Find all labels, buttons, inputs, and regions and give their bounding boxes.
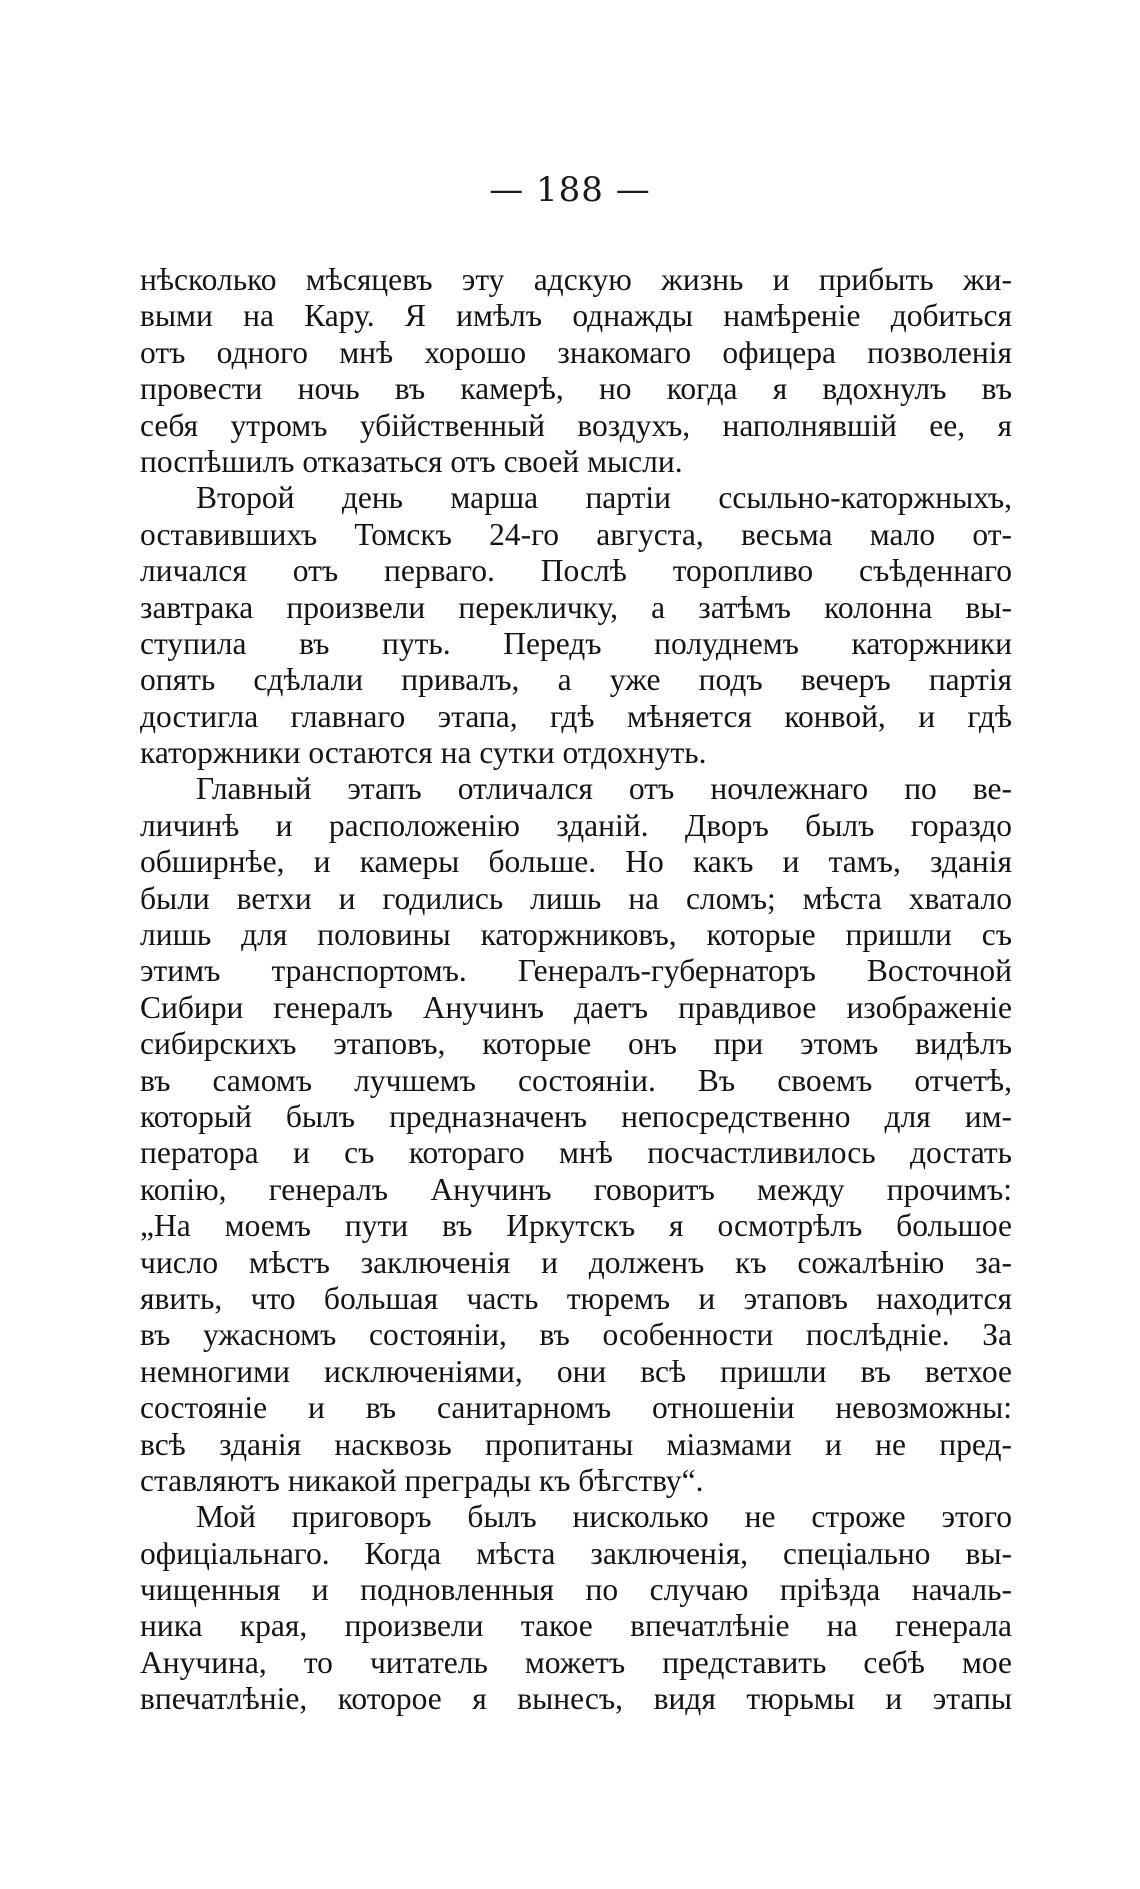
text-line: въ ужасномъ состояніи, въ особенности послѣдніе. За <box>140 1317 1012 1353</box>
text-line: всѣ зданія насквозь пропитаны міазмами и не пред- <box>140 1426 1012 1462</box>
text-line: число мѣстъ заключенія и долженъ къ сожалѣнію за- <box>140 1244 1012 1280</box>
body-text <box>140 262 1012 1718</box>
text-line: Сибири генералъ Анучинъ даетъ правдивое изображеніе <box>140 989 1012 1025</box>
text-line: были ветхи и годились лишь на сломъ; мѣста хватало <box>140 880 1012 916</box>
text-line: нѣсколько мѣсяцевъ эту адскую жизнь и прибыть жи- <box>140 262 1012 297</box>
text-line: завтрака произвели перекличку, а затѣмъ колонна вы- <box>140 589 1012 625</box>
text-line: личался отъ перваго. Послѣ торопливо съѣденнаго <box>140 553 1012 589</box>
text-line: въ самомъ лучшемъ состояніи. Въ своемъ отчетѣ, <box>140 1062 1012 1098</box>
text-line: провести ночь въ камерѣ, но когда я вдохнулъ въ <box>140 371 1012 407</box>
text-line: личинѣ и расположенію зданій. Дворъ былъ гораздо <box>140 807 1012 843</box>
text-line: этимъ транспортомъ. Генералъ-губернаторъ Восточной <box>140 953 1012 989</box>
text-line: офиціальнаго. Когда мѣста заключенія, спеціально вы- <box>140 1535 1012 1571</box>
text-line: явить, что большая часть тюремъ и этаповъ находится <box>140 1280 1012 1316</box>
paragraph-first-line: Второй день марша партіи ссыльно-каторжныхъ, <box>196 480 1012 516</box>
text-line: поспѣшилъ отказаться отъ своей мысли. <box>140 443 683 479</box>
text-line: состояніе и въ санитарномъ отношеніи невозможны: <box>140 1390 1012 1426</box>
text-line: достигла главнаго этапа, гдѣ мѣняется конвой, и гдѣ <box>140 698 1012 734</box>
page-number: — 188 — <box>489 170 651 210</box>
text-line: сибирскихъ этаповъ, которые онъ при этомъ видѣлъ <box>140 1026 1012 1062</box>
paragraph-first-line: Мой приговоръ былъ нисколько не строже этого <box>196 1499 1012 1535</box>
text-line: каторжники остаются на сутки отдохнуть. <box>140 735 707 771</box>
text-line: ставляютъ никакой преграды къ бѣгству“. <box>140 1462 704 1498</box>
text-line: опять сдѣлали привалъ, а уже подъ вечеръ партія <box>140 662 1012 698</box>
text-line: лишь для половины каторжниковъ, которые пришли съ <box>140 917 1012 953</box>
text-line: обширнѣе, и камеры больше. Но какъ и тамъ, зданія <box>140 844 1012 880</box>
paragraph-first-line: Главный этапъ отличался отъ ночлежнаго по ве- <box>196 771 1012 807</box>
text-line: себя утромъ убійственный воздухъ, наполнявшій ее, я <box>140 407 1012 443</box>
text-line: оставившихъ Томскъ 24-го августа, весьма мало от- <box>140 516 1012 552</box>
text-line: Анучина, то читатель можетъ представить себѣ мое <box>140 1644 1012 1680</box>
text-line: „На моемъ пути въ Иркутскъ я осмотрѣлъ большое <box>140 1208 1012 1244</box>
text-line: отъ одного мнѣ хорошо знакомаго офицера позволенія <box>140 334 1012 370</box>
text-line: ника края, произвели такое впечатлѣніе на генерала <box>140 1608 1012 1644</box>
text-line: выми на Кару. Я имѣлъ однажды намѣреніе добиться <box>140 298 1012 334</box>
text-line: немногими исключеніями, они всѣ пришли въ ветхое <box>140 1353 1012 1389</box>
text-line: ступила въ путь. Передъ полуднемъ каторжники <box>140 625 1012 661</box>
text-line: ператора и съ котораго мнѣ посчастливилось достать <box>140 1135 1012 1171</box>
text-line: чищенныя и подновленныя по случаю пріѣзда началь- <box>140 1572 1012 1608</box>
text-line: впечатлѣніе, которое я вынесъ, видя тюрьмы и этапы <box>140 1681 1012 1717</box>
text-line: копію, генералъ Анучинъ говоритъ между прочимъ: <box>140 1171 1012 1207</box>
text-line: который былъ предназначенъ непосредственно для им- <box>140 1098 1012 1134</box>
